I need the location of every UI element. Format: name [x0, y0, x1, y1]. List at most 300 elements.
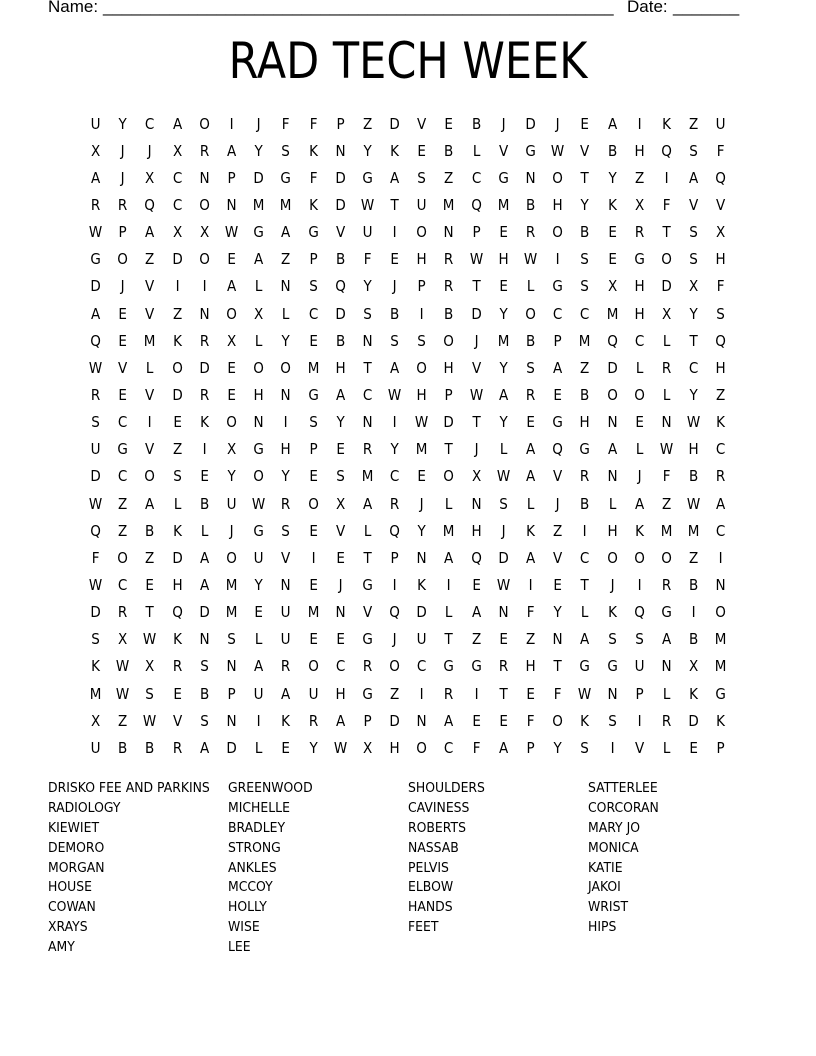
grid-letter: A — [90, 168, 101, 187]
grid-letter: I — [637, 711, 642, 730]
grid-letter: X — [118, 630, 128, 649]
grid-letter: W — [687, 494, 701, 513]
grid-letter: K — [308, 141, 318, 160]
grid-letter: A — [580, 630, 590, 649]
grid-letter: W — [469, 385, 483, 404]
grid-letter: R — [308, 711, 318, 730]
grid-letter: Z — [580, 358, 590, 377]
grid-letter: D — [606, 358, 618, 377]
grid-letter: N — [607, 684, 618, 703]
grid-letter: C — [172, 195, 182, 214]
grid-letter: L — [662, 331, 671, 350]
grid-letter: J — [555, 494, 560, 513]
grid-letter: W — [523, 250, 538, 269]
grid-letter: E — [336, 440, 345, 459]
grid-letter: W — [116, 684, 130, 703]
grid-letter: M — [416, 440, 428, 459]
grid-letter: J — [256, 114, 261, 133]
grid-letter: I — [691, 603, 696, 622]
grid-letter: U — [362, 223, 373, 242]
grid-letter: W — [88, 494, 103, 513]
grid-letter: O — [634, 548, 645, 567]
grid-letter: B — [580, 385, 590, 404]
grid-letter: Q — [606, 331, 618, 350]
grid-letter: D — [199, 603, 210, 622]
grid-letter: B — [689, 467, 699, 486]
grid-letter: O — [253, 467, 265, 486]
grid-letter: E — [526, 413, 535, 432]
grid-letter: G — [606, 657, 618, 676]
grid-letter: T — [145, 603, 155, 622]
grid-letter: Q — [90, 521, 101, 540]
grid-letter: S — [607, 630, 617, 649]
grid-letter: F — [526, 603, 535, 622]
grid-letter: R — [580, 467, 590, 486]
grid-letter: Q — [661, 141, 672, 160]
grid-letter: F — [662, 195, 671, 214]
grid-letter: L — [173, 494, 181, 513]
grid-letter: L — [635, 440, 644, 459]
grid-letter: M — [715, 657, 727, 676]
grid-letter: W — [496, 467, 511, 486]
grid-letter: J — [392, 277, 397, 296]
grid-letter: Y — [254, 575, 263, 594]
grid-letter: C — [634, 331, 645, 350]
grid-letter: K — [662, 114, 671, 133]
grid-letter: L — [662, 738, 671, 757]
grid-letter: F — [553, 684, 562, 703]
word-list-item: SHOULDERS — [408, 780, 485, 796]
grid-letter: E — [417, 141, 427, 160]
grid-letter: C — [389, 467, 400, 486]
grid-letter: H — [715, 358, 726, 377]
grid-letter: D — [90, 467, 101, 486]
grid-letter: E — [308, 467, 318, 486]
grid-letter: R — [525, 223, 536, 242]
grid-letter: F — [282, 114, 290, 133]
word-list-item: HIPS — [588, 919, 617, 936]
grid-letter: R — [199, 331, 210, 350]
grid-letter: D — [90, 603, 101, 622]
grid-letter: K — [172, 630, 182, 649]
grid-letter: U — [90, 440, 101, 459]
grid-letter: D — [335, 195, 346, 214]
grid-letter: Z — [661, 494, 672, 513]
grid-letter: I — [202, 277, 207, 296]
grid-letter: A — [525, 440, 536, 459]
grid-letter: M — [443, 195, 455, 214]
grid-letter: H — [634, 304, 645, 323]
grid-letter: I — [419, 304, 424, 323]
letter-grid — [82, 110, 735, 761]
grid-letter: O — [280, 358, 292, 377]
grid-letter: H — [688, 440, 699, 459]
grid-letter: H — [172, 575, 183, 594]
grid-letter: W — [360, 195, 375, 214]
grid-letter: A — [199, 738, 209, 757]
grid-letter: J — [474, 440, 479, 459]
grid-letter: K — [172, 521, 182, 540]
grid-letter: R — [118, 195, 128, 214]
grid-letter: E — [172, 684, 182, 703]
grid-letter: Z — [145, 548, 155, 567]
grid-letter: Z — [281, 250, 291, 269]
grid-letter: Z — [553, 521, 563, 540]
grid-letter: H — [607, 521, 618, 540]
grid-letter: D — [171, 548, 183, 567]
grid-letter: X — [689, 277, 699, 296]
grid-letter: C — [580, 304, 590, 323]
grid-letter: I — [175, 277, 180, 296]
grid-letter: O — [416, 223, 428, 242]
grid-letter: I — [718, 548, 723, 567]
grid-letter: J — [610, 575, 615, 594]
grid-letter: E — [444, 114, 454, 133]
grid-letter: R — [281, 494, 291, 513]
grid-letter: S — [227, 630, 236, 649]
grid-letter: E — [499, 630, 508, 649]
grid-letter: R — [199, 385, 210, 404]
grid-letter: N — [362, 331, 373, 350]
grid-letter: R — [172, 657, 182, 676]
grid-letter: F — [91, 548, 100, 567]
grid-letter: A — [471, 603, 481, 622]
grid-letter: D — [335, 168, 346, 187]
grid-letter: H — [634, 141, 645, 160]
grid-letter: H — [552, 195, 563, 214]
grid-letter: P — [716, 738, 725, 757]
grid-letter: Z — [634, 168, 644, 187]
grid-letter: Y — [499, 358, 508, 377]
grid-letter: D — [226, 738, 237, 757]
grid-letter: L — [254, 738, 263, 757]
grid-letter: I — [664, 168, 669, 187]
grid-letter: U — [308, 684, 319, 703]
grid-letter: D — [389, 711, 400, 730]
grid-letter: W — [224, 223, 239, 242]
grid-letter: M — [715, 630, 727, 649]
grid-letter: X — [90, 141, 101, 160]
grid-letter: M — [252, 195, 265, 214]
word-list-item: SATTERLEE — [588, 780, 658, 796]
grid-letter: G — [470, 657, 482, 676]
grid-letter: B — [335, 331, 345, 350]
grid-letter: Y — [390, 440, 399, 459]
grid-letter: A — [335, 385, 345, 404]
grid-letter: S — [91, 630, 100, 649]
grid-letter: Z — [689, 548, 699, 567]
grid-letter: T — [444, 630, 454, 649]
grid-letter: V — [335, 521, 345, 540]
grid-letter: K — [172, 331, 182, 350]
grid-letter: I — [528, 575, 533, 594]
grid-letter: J — [120, 141, 125, 160]
grid-letter: V — [498, 141, 509, 160]
grid-letter: S — [417, 331, 427, 350]
grid-letter: B — [444, 141, 454, 160]
grid-letter: O — [525, 304, 536, 323]
grid-letter: G — [443, 657, 455, 676]
grid-letter: B — [580, 494, 590, 513]
grid-letter: L — [581, 603, 589, 622]
grid-letter: W — [88, 358, 103, 377]
grid-letter: S — [335, 467, 345, 486]
grid-letter: K — [716, 711, 726, 730]
grid-letter: Z — [118, 494, 128, 513]
grid-letter: Z — [118, 521, 128, 540]
grid-letter: R — [199, 141, 210, 160]
grid-letter: Y — [499, 413, 508, 432]
grid-letter: H — [335, 358, 346, 377]
grid-letter: Y — [363, 141, 372, 160]
grid-letter: Z — [390, 684, 400, 703]
grid-letter: D — [443, 413, 455, 432]
grid-letter: W — [496, 575, 511, 594]
grid-letter: F — [309, 168, 317, 187]
grid-letter: B — [607, 141, 617, 160]
grid-letter: Y — [499, 304, 508, 323]
grid-letter: S — [281, 141, 291, 160]
grid-letter: J — [637, 467, 642, 486]
grid-letter: F — [717, 277, 725, 296]
grid-letter: G — [253, 521, 264, 540]
grid-letter: H — [389, 738, 400, 757]
grid-letter: E — [227, 385, 236, 404]
grid-letter: I — [610, 738, 615, 757]
grid-letter: R — [362, 440, 373, 459]
grid-letter: O — [715, 603, 727, 622]
grid-letter: G — [362, 684, 373, 703]
grid-letter: B — [199, 684, 209, 703]
name-field[interactable]: ______________________________________________________ — [103, 0, 614, 16]
grid-letter: O — [606, 548, 618, 567]
grid-letter: B — [525, 331, 536, 350]
grid-letter: Q — [171, 603, 183, 622]
grid-letter: M — [660, 521, 673, 540]
grid-letter: W — [415, 413, 429, 432]
grid-letter: Y — [417, 521, 426, 540]
grid-letter: Y — [363, 277, 372, 296]
grid-letter: Z — [118, 711, 128, 730]
word-list-item: RADIOLOGY — [48, 799, 121, 816]
grid-letter: H — [416, 385, 427, 404]
grid-letter: O — [443, 467, 455, 486]
grid-letter: J — [147, 141, 152, 160]
grid-letter: G — [117, 440, 129, 459]
word-list-item: COWAN — [48, 899, 96, 916]
word-list-item: ANKLES — [228, 859, 277, 876]
grid-letter: L — [146, 358, 154, 377]
grid-letter: R — [525, 385, 536, 404]
word-list-item: ROBERTS — [408, 819, 466, 836]
grid-letter: X — [607, 277, 617, 296]
word-list-column — [48, 779, 224, 958]
grid-letter: V — [145, 277, 155, 296]
grid-letter: I — [392, 575, 397, 594]
grid-letter: M — [307, 603, 319, 622]
grid-letter: Q — [90, 331, 101, 350]
grid-letter: U — [90, 114, 101, 133]
word-list-item: MARY JO — [588, 819, 641, 836]
grid-letter: O — [171, 358, 183, 377]
grid-letter: O — [307, 494, 319, 513]
grid-letter: X — [226, 331, 237, 350]
grid-letter: N — [199, 630, 210, 649]
grid-letter: H — [525, 657, 536, 676]
grid-letter: K — [607, 195, 617, 214]
word-list-item: WISE — [228, 919, 260, 936]
grid-letter: E — [471, 575, 481, 594]
grid-letter: G — [579, 657, 591, 676]
grid-letter: W — [252, 494, 266, 513]
grid-letter: Y — [580, 195, 590, 214]
grid-letter: L — [254, 331, 263, 350]
grid-letter: G — [715, 684, 727, 703]
word-list-item: GREENWOOD — [228, 780, 313, 796]
grid-letter: E — [499, 223, 508, 242]
grid-letter: L — [445, 494, 453, 513]
grid-letter: N — [280, 575, 291, 594]
grid-letter: J — [501, 521, 506, 540]
grid-letter: L — [662, 684, 671, 703]
grid-letter: J — [501, 114, 506, 133]
grid-letter: S — [689, 141, 699, 160]
grid-letter: S — [499, 494, 508, 513]
grid-letter: L — [200, 521, 209, 540]
word-list-item: ELBOW — [408, 879, 454, 896]
grid-letter: E — [553, 575, 563, 594]
grid-letter: G — [280, 168, 292, 187]
grid-letter: W — [88, 223, 103, 242]
grid-letter: Z — [525, 630, 536, 649]
word-list-column — [228, 779, 320, 958]
grid-letter: O — [226, 548, 237, 567]
grid-letter: X — [199, 223, 209, 242]
grid-letter: N — [416, 548, 427, 567]
grid-letter: H — [416, 250, 427, 269]
grid-letter: H — [498, 250, 509, 269]
grid-letter: P — [472, 223, 481, 242]
grid-letter: T — [472, 413, 481, 432]
word-list-item: STRONG — [228, 839, 281, 856]
grid-letter: D — [525, 114, 536, 133]
grid-letter: T — [499, 684, 508, 703]
word-list-item: AMY — [48, 939, 75, 956]
grid-letter: G — [253, 440, 264, 459]
grid-letter: K — [716, 413, 726, 432]
grid-letter: F — [717, 141, 725, 160]
grid-letter: O — [661, 250, 672, 269]
grid-letter: S — [200, 711, 209, 730]
word-list-item: HOUSE — [48, 879, 92, 896]
grid-letter: A — [444, 548, 454, 567]
grid-letter: L — [254, 630, 263, 649]
grid-letter: D — [253, 168, 264, 187]
word-list-item: BRADLEY — [228, 819, 286, 836]
word-list-item: CAVINESS — [408, 799, 470, 816]
grid-letter: E — [607, 223, 617, 242]
grid-letter: I — [637, 114, 642, 133]
grid-letter: G — [552, 413, 564, 432]
grid-letter: S — [417, 168, 427, 187]
grid-letter: R — [661, 575, 672, 594]
grid-letter: G — [552, 277, 564, 296]
date-field[interactable]: _______ — [673, 0, 740, 16]
grid-letter: A — [281, 684, 291, 703]
grid-letter: Q — [389, 521, 400, 540]
grid-letter: R — [444, 250, 454, 269]
grid-letter: T — [580, 168, 590, 187]
grid-letter: Y — [227, 467, 236, 486]
grid-letter: A — [553, 358, 563, 377]
grid-letter: C — [118, 467, 128, 486]
grid-letter: J — [229, 521, 234, 540]
grid-letter: T — [553, 657, 562, 676]
grid-letter: H — [335, 684, 346, 703]
grid-letter: G — [579, 440, 591, 459]
grid-letter: V — [145, 440, 155, 459]
grid-letter: V — [281, 548, 291, 567]
grid-letter: E — [499, 711, 508, 730]
grid-letter: E — [118, 385, 128, 404]
grid-letter: N — [443, 223, 455, 242]
grid-letter: A — [689, 168, 699, 187]
grid-letter: T — [472, 277, 481, 296]
grid-letter: R — [281, 657, 291, 676]
grid-letter: T — [689, 331, 698, 350]
grid-letter: W — [469, 250, 483, 269]
grid-letter: K — [417, 575, 427, 594]
grid-letter: X — [661, 304, 672, 323]
grid-letter: K — [526, 521, 536, 540]
grid-letter: W — [116, 657, 130, 676]
word-list-item: HOLLY — [228, 899, 267, 916]
grid-letter: L — [499, 440, 508, 459]
grid-letter: N — [661, 413, 672, 432]
grid-letter: P — [553, 331, 562, 350]
grid-letter: N — [226, 711, 237, 730]
grid-letter: Y — [553, 738, 562, 757]
grid-letter: P — [417, 277, 426, 296]
grid-letter: D — [171, 250, 183, 269]
grid-letter: E — [308, 521, 318, 540]
grid-letter: C — [308, 304, 318, 323]
grid-letter: V — [471, 358, 481, 377]
grid-letter: M — [497, 331, 510, 350]
grid-letter: T — [580, 575, 590, 594]
grid-letter: C — [444, 738, 454, 757]
grid-letter: J — [392, 630, 397, 649]
grid-letter: N — [253, 413, 264, 432]
grid-letter: X — [689, 657, 699, 676]
grid-letter: C — [471, 168, 481, 187]
grid-letter: Q — [715, 331, 727, 350]
grid-letter: E — [227, 250, 236, 269]
grid-letter: H — [280, 440, 291, 459]
grid-letter: E — [227, 358, 236, 377]
grid-letter: W — [578, 684, 592, 703]
grid-letter: M — [89, 684, 102, 703]
grid-letter: G — [307, 385, 319, 404]
grid-letter: G — [307, 223, 319, 242]
grid-letter: S — [308, 277, 318, 296]
grid-letter: G — [253, 223, 264, 242]
grid-letter: M — [307, 358, 319, 377]
grid-letter: S — [716, 304, 726, 323]
grid-letter: D — [661, 277, 672, 296]
grid-letter: S — [390, 331, 399, 350]
grid-letter: O — [117, 250, 129, 269]
